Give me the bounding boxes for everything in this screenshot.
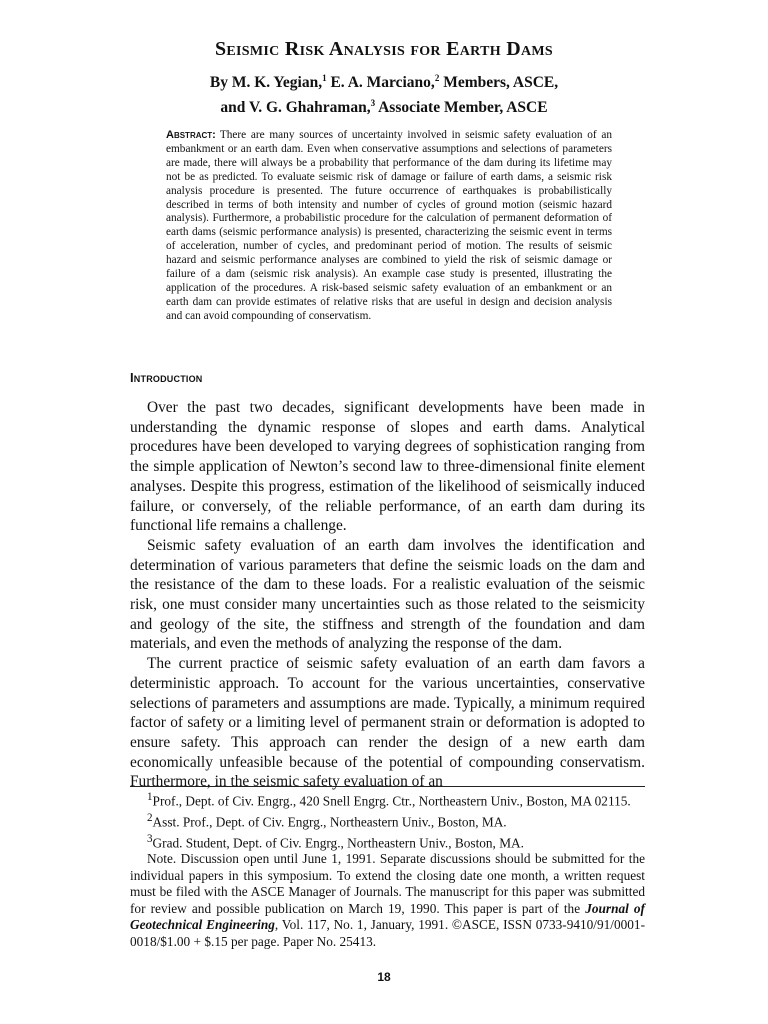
footnote-divider (130, 786, 645, 787)
note-text: Note. Discussion open until June 1, 1991. Separate discussions should be submitted for the individual papers in this symposium. To extend the closing date one month, a written request must be filed with the ASCE Manager of Journals. The manuscript for this paper was submitted for review and possible publication on March 19, 1990. This paper is part of the (130, 851, 645, 916)
paper-title: Seismic Risk Analysis for Earth Dams (215, 38, 553, 60)
footnote-mark: 2 (147, 811, 153, 824)
footnote-text: Asst. Prof., Dept. of Civ. Engrg., Northeastern Univ., Boston, MA. (152, 814, 507, 830)
note-text: , Vol. 117, No. 1, January, 1991. ©ASCE, ISSN 0733-9410/91/0001-0018/$1.00 + $.15 per page. Paper No. 25413. (130, 917, 646, 949)
author-text: E. A. Marciano, (326, 74, 435, 92)
journal-name: Journal of Geotechnical Engineering (130, 900, 645, 933)
paragraph: The current practice of seismic safety evaluation of an earth dam favors a deterministic approach. To account for the various uncertainties, conservative selections of parameters and assumptions are made. Typically, a minimum required factor of safety or a limiting level of permanent strain or deformation is adopted to ensure safety. This approach can render the design of a new earth dam economically unfeasible because of the potential of compounding conservatism. Furthermore, in the seismic safety evaluation of an (130, 655, 645, 791)
author-line-1 (0, 68, 768, 93)
author-text: By M. K. Yegian, (209, 74, 323, 92)
author-text: and V. G. Ghahraman, (220, 99, 371, 117)
section-heading: Introduction (130, 370, 203, 385)
page-number: 18 (377, 970, 391, 984)
paragraph: Seismic safety evaluation of an earth dam involves the identification and determination of various parameters that define the seismic loads on the dam and the resistance of the dam to these loads. For a realistic evaluation of the seismic risk, one must consider many uncertainties such as those related to the seismicity and geology of the site, the stiffness and strength of the foundation and dam materials, and even the methods of analyzing the response of the dam. (130, 536, 645, 653)
footnotes (130, 789, 645, 950)
footnote-mark: 3 (147, 832, 153, 845)
footnote-text: Grad. Student, Dept. of Civ. Engrg., Northeastern Univ., Boston, MA. (152, 835, 524, 851)
author-text: Associate Member, ASCE (375, 99, 548, 117)
author-line-2 (0, 93, 768, 118)
footnote-3 (130, 831, 645, 852)
abstract (166, 129, 612, 324)
affiliation-mark: 3 (370, 98, 376, 109)
footnote-1 (130, 789, 645, 810)
author-text: Members, ASCE, (439, 74, 559, 92)
paragraph: Over the past two decades, significant developments have been made in understanding the dynamic response of slopes and earth dams. Analytical procedures have been developed to varying degrees of sophistication ranging from the simple application of Newton’s second law to three-dimensional finite element analyses. Despite this progress, estimation of the likelihood of seismically induced failure, or conversely, of the reliable performance, of an earth dam during its functional life remains a challenge. (130, 399, 645, 535)
footnote-mark: 1 (147, 791, 153, 803)
abstract-text: There are many sources of uncertainty involved in seismic safety evaluation of an embankment or an earth dam. Even when conservative assumptions and selections of parameters are made, there will always be a probability that performance of the dam during its lifetime may not be as predicted. To evaluate seismic risk of damage or failure of earth dams, a seismic risk analysis procedure is presented. The future occurrence of earthquakes is probabilistically described in terms of both intensity and number of cycles of ground motion (seismic hazard analysis). Furthermore, a probabilistic procedure for the calculation of permanent deformation of earth dams (seismic performance analysis) is presented, characterizing the seismic event in terms of acceleration, number of cycles, and predominant period of motion. The results of seismic hazard and seismic performance analyses are combined to yield the risk of seismic damage or failure of a dam (seismic risk analysis). An example case study is presented, illustrating the application of the procedures. A risk-based seismic safety evaluation of an embankment or an earth dam can provide estimates of relative risks that are useful in design and decision analysis and can avoid compounding of conservatism. (166, 129, 612, 322)
footnote-2 (130, 810, 645, 831)
body-text (130, 398, 645, 792)
abstract-label: Abstract: (166, 129, 216, 141)
affiliation-mark: 2 (434, 73, 440, 83)
footnote-text: Prof., Dept. of Civ. Engrg., 420 Snell Engrg. Ctr., Northeastern Univ., Boston, MA 02115. (152, 793, 631, 809)
publication-note (130, 851, 645, 949)
author-block (0, 68, 768, 118)
affiliation-mark: 1 (322, 73, 327, 83)
